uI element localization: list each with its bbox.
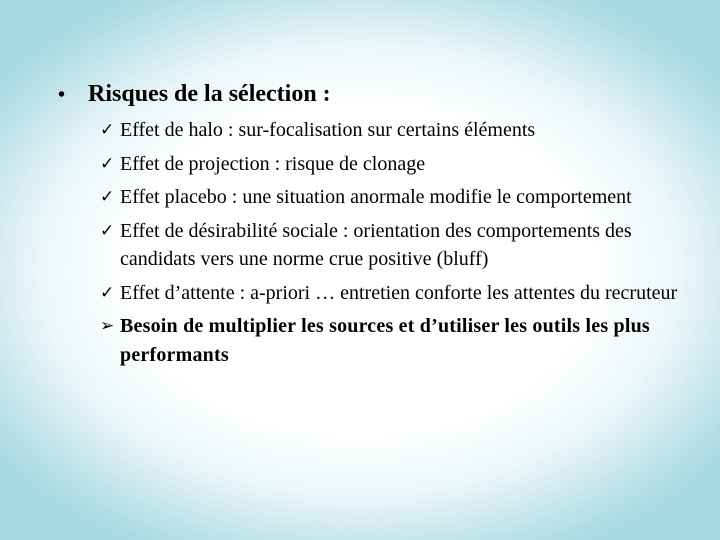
list-item-placebo [100,183,700,212]
main-bullet-item [58,78,331,111]
bullet-icon: • [58,84,66,106]
heading-text: Risques de la sélection : [88,81,331,107]
list-item-text: Effet de désirabilité sociale : orientation des comportements des candidats vers une norme crue positive (bluff) [120,219,632,270]
checkmark-icon: ✓ [100,153,115,174]
list-item-text: Effet placebo : une situation anormale modifie le comportement [120,186,632,208]
list-item-text: Effet de halo : sur-focalisation sur certains éléments [120,119,536,141]
list-item-attente [100,279,700,308]
list-item-text: Effet de projection : risque de clonage [120,152,426,175]
list-item-projection [100,150,700,179]
checkmark-icon: ✓ [100,220,115,241]
list-item-text: Besoin de multiplier les sources et d’utiliser les outils les plus performants [120,315,650,366]
list-item-desirabilite [100,217,700,274]
list-item-besoin [100,312,700,369]
checkmark-icon: ✓ [100,120,115,140]
arrow-bullet-icon: ➢ [100,316,115,336]
checkmark-icon: ✓ [100,282,115,303]
checkmark-icon: ✓ [100,187,115,207]
list-item-text: Effet d’attente : a-priori … entretien conforte les attentes du recruteur [120,281,678,304]
sub-list [100,116,700,374]
list-item-halo [100,116,700,145]
